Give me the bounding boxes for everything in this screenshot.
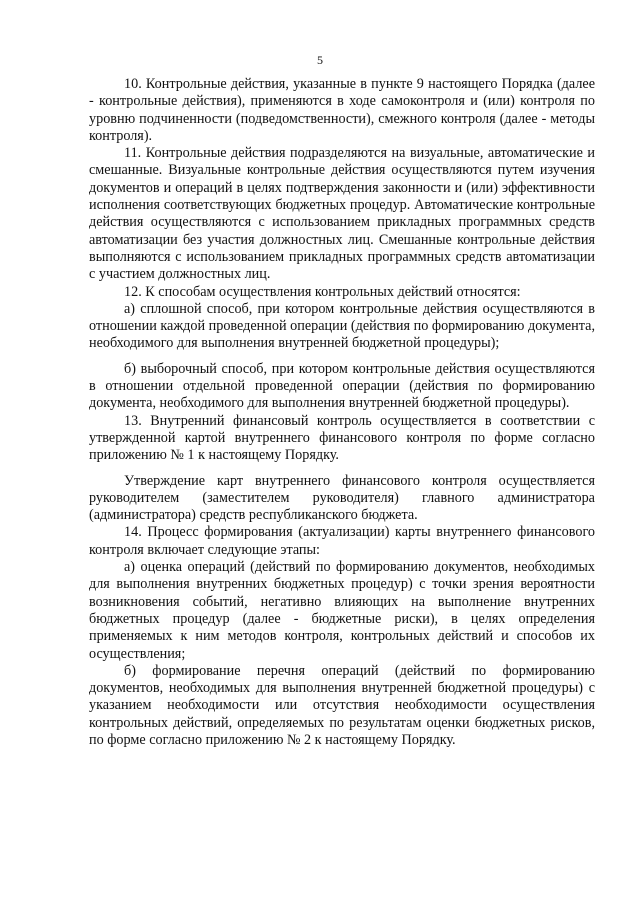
paragraph-12: 12. К способам осуществления контрольных действий относятся:	[124, 283, 521, 300]
paragraph-13: 13. Внутренний финансовый контроль осуществляется в соответствии с утвержденной картой внутреннего финансового контроля по форме согласно приложению № 1 к настоящему Порядку.	[89, 412, 595, 464]
page-number: 5	[317, 53, 323, 67]
paragraph-12-a: а) сплошной способ, при котором контрольные действия осуществляются в отношении каждой проведенной операции (действия по формированию документа, необходимого для выполнения внутренней бюджетной процедуры);	[89, 300, 595, 352]
paragraph-12-b: б) выборочный способ, при котором контрольные действия осуществляются в отношении отдельной проведенной операции (действия по формированию документа, необходимого для выполнения внутренней бюджетной процедуры).	[89, 360, 595, 412]
paragraph-10: 10. Контрольные действия, указанные в пункте 9 настоящего Порядка (далее - контрольные действия), применяются в ходе самоконтроля и (или) контроля по уровню подчиненности (подведомственности), смежного контроля (далее - методы контроля).	[89, 76, 595, 144]
paragraph-14-a: а) оценка операций (действий по формированию документов, необходимых для выполнения внутренних бюджетных процедур) с точки зрения вероятности возникновения событий, негативно влияющих на выполнение внутренних бюджетных процедур (далее - бюджетные риски), в целях определения применяемых к ним методов контроля, контрольных действий и способов их осуществления;	[89, 559, 595, 662]
paragraph-11: 11. Контрольные действия подразделяются на визуальные, автоматические и смешанные. Визуальные контрольные действия осуществляются путем изучения документов и операций в целях подтверждения законности и (или) эффективности исполнения соответствующих бюджетных процедур. Автоматические контрольные действия осуществляются с использованием прикладных программных средств автоматизации без участия должностных лиц. Смешанные контрольные действия выполняются с использованием прикладных программных средств автоматизации с участием должностных лиц.	[89, 145, 595, 283]
paragraph-approval: Утверждение карт внутреннего финансового контроля осуществляется руководителем (заместителем руководителя) главного администратора (администратора) средств республиканского бюджета.	[89, 472, 595, 524]
paragraph-14-b: б) формирование перечня операций (действий по формированию документов, необходимых для выполнения внутренней бюджетной процедуры) с указанием необходимости или отсутствия необходимости осуществления контрольных действий, определяемых по результатам оценки бюджетных рисков, по форме согласно приложению № 2 к настоящему Порядку.	[89, 662, 595, 748]
document-body	[89, 76, 595, 749]
paragraph-14: 14. Процесс формирования (актуализации) карты внутреннего финансового контроля включает следующие этапы:	[89, 524, 595, 558]
